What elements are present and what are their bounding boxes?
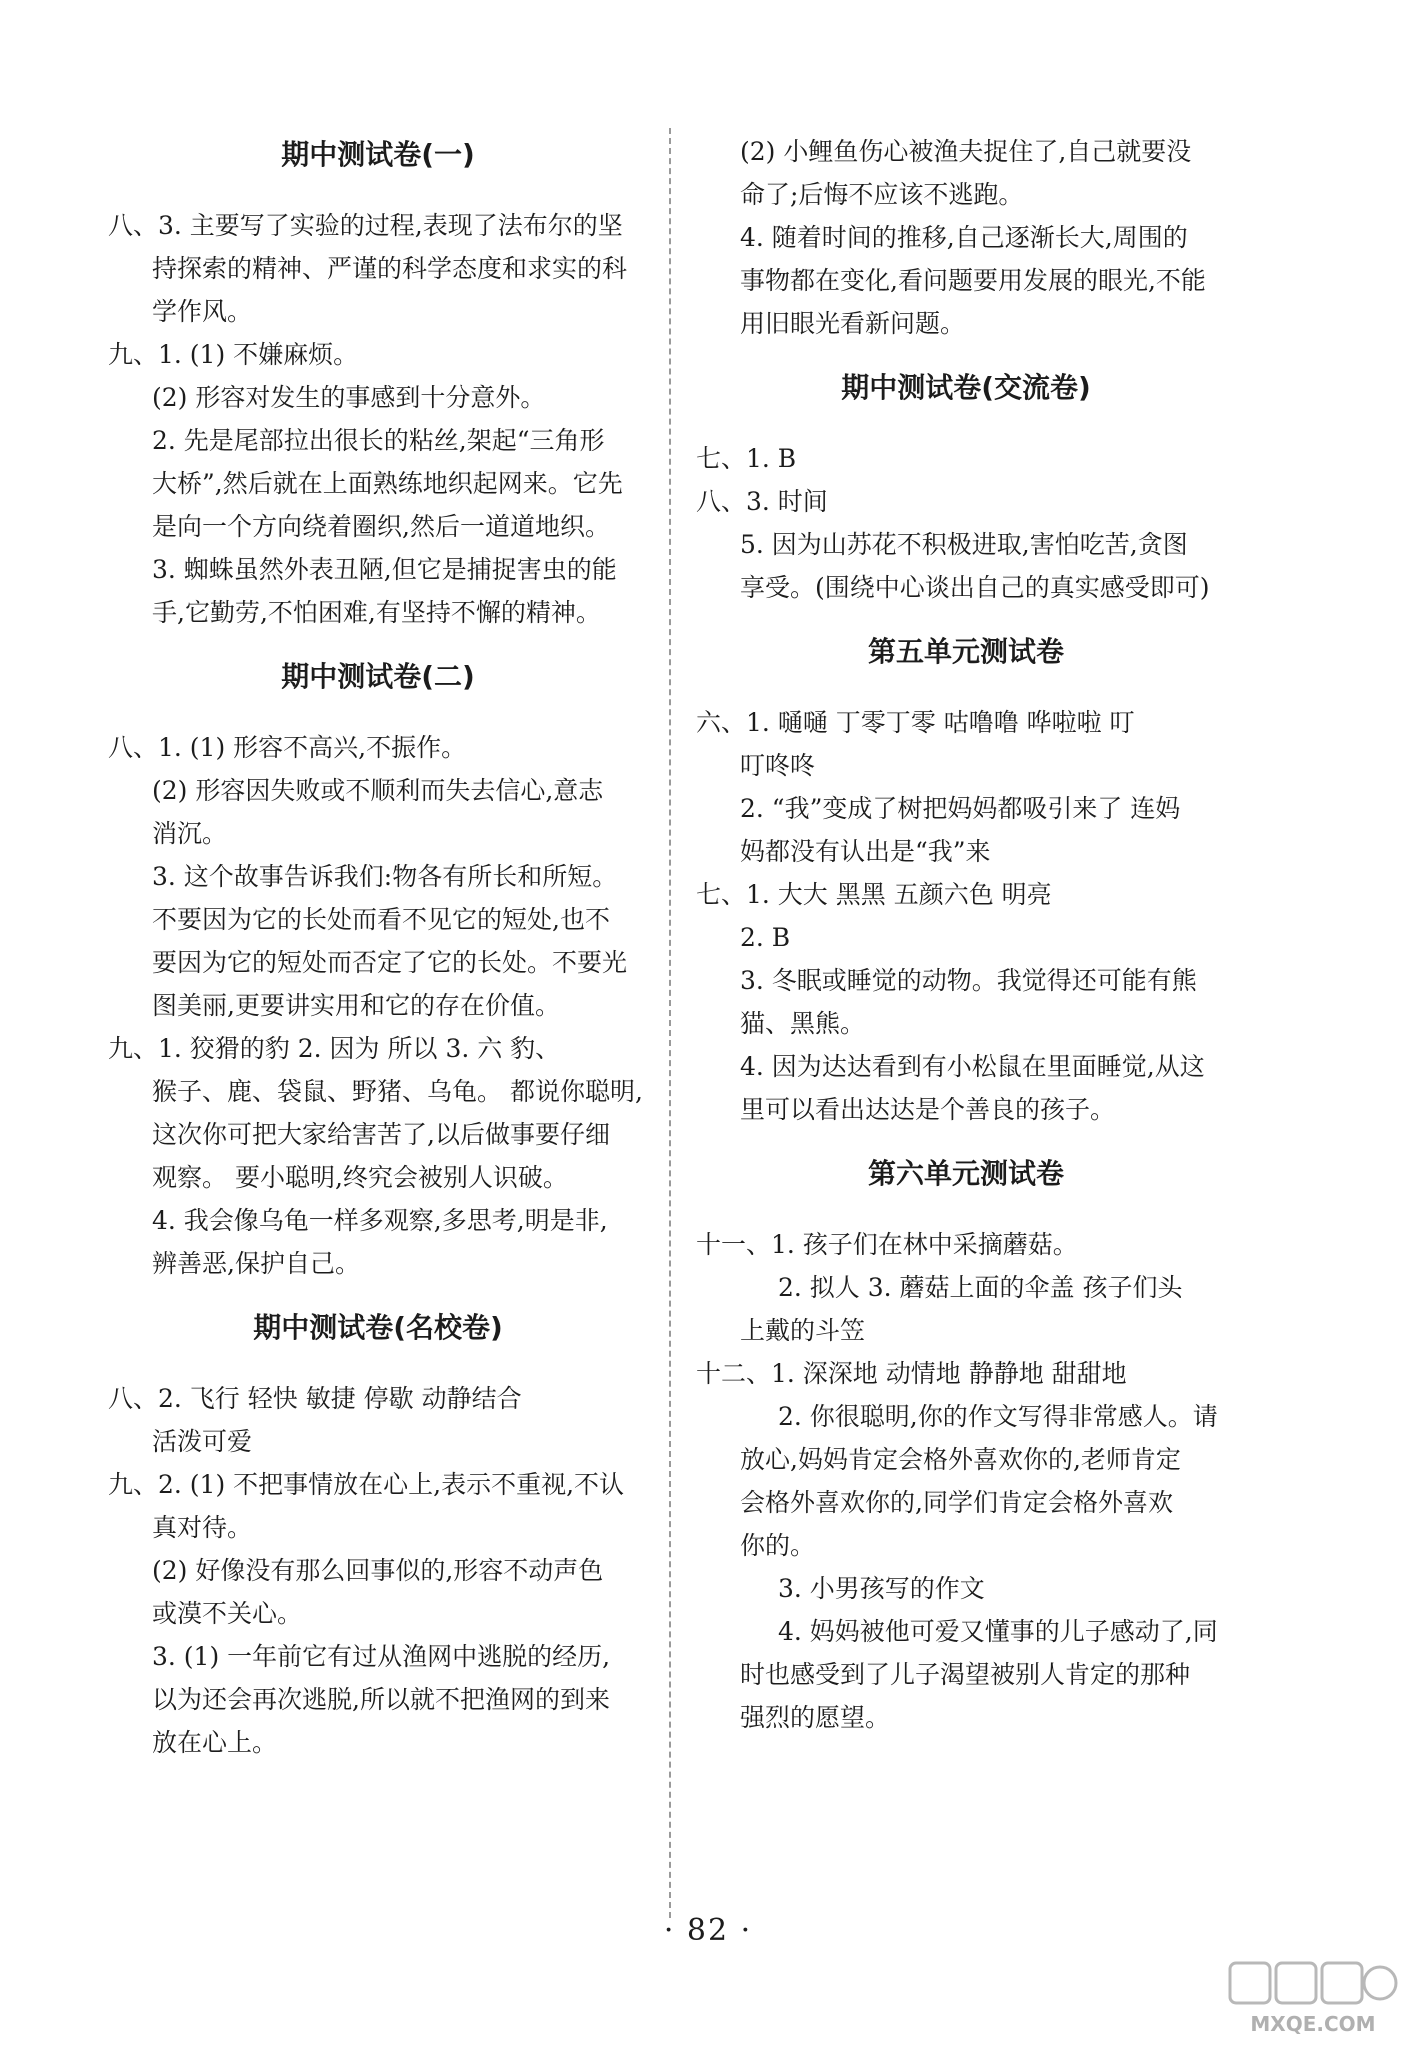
answer-line: 九、2. (1) 不把事情放在心上,表示不重视,不认 — [108, 1470, 625, 1499]
answer-line: 妈都没有认出是“我”来 — [740, 837, 991, 866]
answer-line: 七、1. 大大 黑黑 五颜六色 明亮 — [696, 880, 1052, 909]
answer-line: 九、1. (1) 不嫌麻烦。 — [108, 340, 359, 369]
answer-line: 学作风。 — [152, 297, 253, 326]
answer-line: 3. 小男孩写的作文 — [778, 1574, 985, 1603]
answer-line: 真对待。 — [152, 1513, 253, 1542]
answer-line: 你的。 — [740, 1531, 816, 1560]
column-divider — [669, 128, 671, 1918]
answer-line: (2) 好像没有那么回事似的,形容不动声色 — [152, 1556, 604, 1585]
answer-line: 放心,妈妈肯定会格外喜欢你的,老师肯定 — [740, 1445, 1181, 1474]
answer-line: 以为还会再次逃脱,所以就不把渔网的到来 — [152, 1685, 610, 1714]
answer-line: 用旧眼光看新问题。 — [740, 309, 966, 338]
answer-line: 时也感受到了儿子渴望被别人肯定的那种 — [740, 1660, 1191, 1689]
answer-line: 2. 先是尾部拉出很长的粘丝,架起“三角形 — [152, 426, 605, 455]
answer-line: (2) 形容因失败或不顺利而失去信心,意志 — [152, 776, 604, 805]
answer-line: 八、1. (1) 形容不高兴,不振作。 — [108, 733, 467, 762]
answer-line: 消沉。 — [152, 819, 228, 848]
answer-line: 辨善恶,保护自己。 — [152, 1249, 360, 1278]
answer-line: 会格外喜欢你的,同学们肯定会格外喜欢 — [740, 1488, 1173, 1517]
page-number: · 82 · — [663, 1913, 753, 1948]
answer-line: 强烈的愿望。 — [740, 1703, 891, 1732]
section-title: 第五单元测试卷 — [867, 635, 1064, 668]
section-title: 期中测试卷(一) — [281, 138, 475, 171]
answer-line: 七、1. B — [696, 444, 797, 473]
answer-line: 4. 我会像乌龟一样多观察,多思考,明是非, — [152, 1206, 608, 1235]
answer-line: 十一、1. 孩子们在林中采摘蘑菇。 — [696, 1230, 1078, 1259]
answer-line: 放在心上。 — [152, 1728, 278, 1757]
answer-line: 观察。 要小聪明,终究会被别人识破。 — [152, 1163, 568, 1192]
answer-line: 4. 妈妈被他可爱又懂事的儿子感动了,同 — [778, 1617, 1218, 1646]
answer-line: 2. “我”变成了树把妈妈都吸引来了 连妈 — [740, 794, 1181, 823]
answer-line: (2) 形容对发生的事感到十分意外。 — [152, 383, 546, 412]
section-title: 期中测试卷(二) — [281, 660, 475, 693]
watermark-logo — [1228, 1959, 1398, 2039]
answer-line: 八、3. 主要写了实验的过程,表现了法布尔的坚 — [108, 211, 623, 240]
answer-line: 大桥”,然后就在上面熟练地织起网来。它先 — [152, 469, 623, 498]
answer-line: 上戴的斗笠 — [740, 1316, 866, 1345]
answer-line: 事物都在变化,看问题要用发展的眼光,不能 — [740, 266, 1206, 295]
answer-line: 5. 因为山苏花不积极进取,害怕吃苦,贪图 — [740, 530, 1188, 559]
answer-line: 图美丽,更要讲实用和它的存在价值。 — [152, 991, 560, 1020]
answer-line: 六、1. 嗵嗵 丁零丁零 咕噜噜 哗啦啦 叮 — [696, 708, 1135, 737]
answer-line: 十二、1. 深深地 动情地 静静地 甜甜地 — [696, 1359, 1127, 1388]
answer-line: 3. (1) 一年前它有过从渔网中逃脱的经历, — [152, 1642, 611, 1671]
section-title: 期中测试卷(交流卷) — [841, 371, 1091, 404]
answer-line: 2. 你很聪明,你的作文写得非常感人。请 — [778, 1402, 1218, 1431]
watermark-text: MXQE.COM — [1250, 2012, 1376, 2036]
answer-line: 命了;后悔不应该不逃跑。 — [740, 180, 1024, 209]
answer-line: 2. 拟人 3. 蘑菇上面的伞盖 孩子们头 — [778, 1273, 1183, 1302]
answer-line: 九、1. 狡猾的豹 2. 因为 所以 3. 六 豹、 — [108, 1034, 561, 1063]
answer-line: 活泼可爱 — [152, 1427, 253, 1456]
answer-line: 2. B — [740, 923, 791, 952]
answer-line: 要因为它的短处而否定了它的长处。不要光 — [152, 948, 628, 977]
answer-line: 4. 因为达达看到有小松鼠在里面睡觉,从这 — [740, 1052, 1205, 1081]
answer-line: 4. 随着时间的推移,自己逐渐长大,周围的 — [740, 223, 1188, 252]
answer-line: 手,它勤劳,不怕困难,有坚持不懈的精神。 — [152, 598, 601, 627]
answer-line: 3. 这个故事告诉我们:物各有所长和所短。 — [152, 862, 618, 891]
answer-line: 3. 蜘蛛虽然外表丑陋,但它是捕捉害虫的能 — [152, 555, 617, 584]
answer-line: 是向一个方向绕着圈织,然后一道道地织。 — [152, 512, 610, 541]
answer-line: 这次你可把大家给害苦了,以后做事要仔细 — [152, 1120, 610, 1149]
right-column — [696, 130, 1236, 1739]
left-column — [108, 130, 648, 1764]
answer-line: 或漠不关心。 — [152, 1599, 303, 1628]
answer-line: 八、2. 飞行 轻快 敏捷 停歇 动静结合 — [108, 1384, 522, 1413]
answer-line: 猴子、鹿、袋鼠、野猪、乌龟。 都说你聪明, — [152, 1077, 643, 1106]
answer-line: 里可以看出达达是个善良的孩子。 — [740, 1095, 1116, 1124]
answer-line: 不要因为它的长处而看不见它的短处,也不 — [152, 905, 610, 934]
answer-line: 3. 冬眠或睡觉的动物。我觉得还可能有熊 — [740, 966, 1197, 995]
answer-line: 猫、黑熊。 — [740, 1009, 866, 1038]
answer-line: 持探索的精神、严谨的科学态度和求实的科 — [152, 254, 628, 283]
section-title: 期中测试卷(名校卷) — [253, 1311, 503, 1344]
answer-line: 八、3. 时间 — [696, 487, 828, 516]
answer-line: 叮咚咚 — [740, 751, 816, 780]
answer-line: (2) 小鲤鱼伤心被渔夫捉住了,自己就要没 — [740, 137, 1192, 166]
section-title: 第六单元测试卷 — [867, 1157, 1064, 1190]
answer-line: 享受。(围绕中心谈出自己的真实感受即可) — [740, 573, 1210, 602]
